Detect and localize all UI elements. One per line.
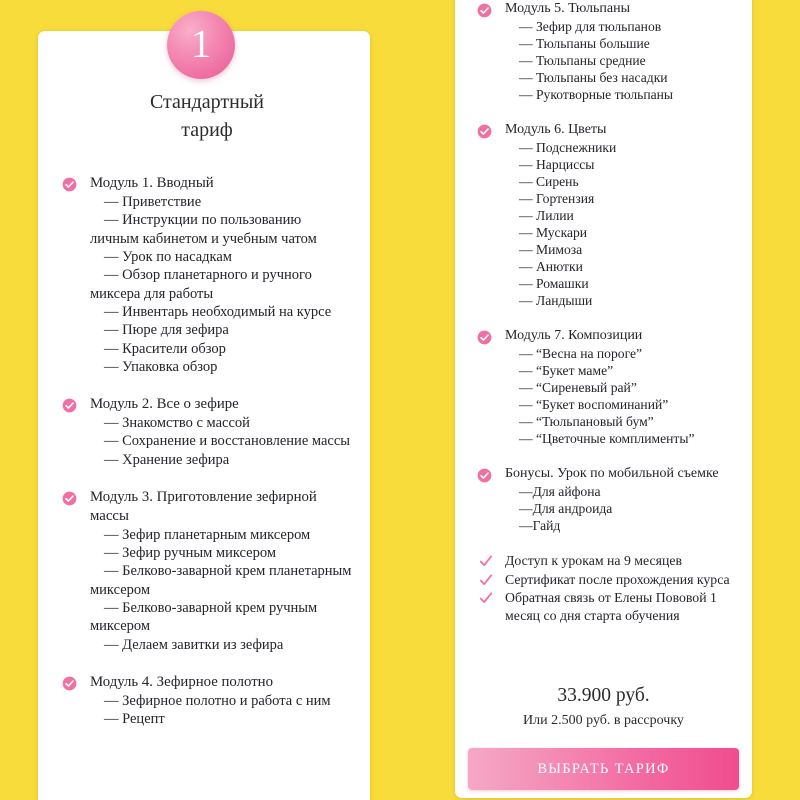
module-title: Модуль 1. Вводный (90, 175, 214, 192)
list-item: — Рукотворные тюльпаны (519, 86, 674, 102)
list-item: — Зефир ручным миксером (104, 544, 277, 561)
perk-item (477, 552, 738, 570)
list-item: — Мускари (519, 225, 588, 240)
list-item: — Упаковка обзор (104, 358, 218, 375)
list-item: — “Сиреневый рай” (519, 380, 637, 396)
check-circle-icon (477, 3, 492, 18)
check-circle-icon (477, 124, 492, 139)
checkmark-icon (479, 573, 493, 587)
price-main: 33.900 руб. (557, 685, 650, 707)
module-title: Модуль 5. Тюльпаны (505, 1, 631, 16)
list-item: — Белково-заварной крем ручным миксером (90, 599, 318, 635)
list-item: —Для андроида (519, 501, 613, 517)
list-item: —Гайд (519, 518, 561, 534)
list-item: — Урок по насадкам (104, 248, 232, 265)
list-item: — “Букет воспоминаний” (519, 397, 669, 413)
check-circle-icon (477, 468, 492, 483)
list-item: — Тюльпаны без насадки (519, 69, 668, 85)
perk-label: Доступ к урокам на 9 месяцев (505, 553, 682, 569)
list-item: — Зефир для тюльпанов (519, 18, 662, 34)
module-lesson-list (505, 139, 738, 309)
list-item: — “Цветочные комплименты” (519, 431, 695, 447)
module-lesson-list (90, 692, 352, 729)
list-item: — Анютки (519, 259, 583, 275)
module-lesson-list (505, 345, 738, 447)
checkmark-icon (479, 591, 493, 605)
module-lesson-list (90, 414, 352, 469)
list-item: — Тюльпаны средние (519, 52, 646, 68)
module-title: Модуль 2. Все о зефире (90, 396, 239, 413)
module-block (477, 121, 738, 309)
perk-label: Сертификат после прохождения курса (505, 571, 730, 587)
list-item: — Инструкции по пользованию личным кабинетом и учебным чатом (90, 212, 317, 247)
list-item: — Белково-заварной крем планетарным миксером (90, 563, 352, 598)
list-item: — Пюре для зефира (104, 322, 229, 339)
right-card-content (455, 0, 752, 624)
list-item: — Сохранение и восстановление массы (104, 433, 351, 450)
checkmark-icon (479, 554, 493, 568)
module-block (477, 465, 738, 534)
left-module-list (62, 174, 352, 728)
module-title: Модуль 7. Композиции (505, 328, 643, 344)
module-title: Модуль 3. Приготовление зефирной массы (90, 489, 317, 524)
list-item: — Зефир планетарным миксером (104, 526, 311, 543)
plan-number-label: 1 (191, 20, 211, 66)
check-circle-icon (62, 398, 77, 413)
module-lesson-list (505, 483, 738, 534)
module-title: Модуль 6. Цветы (505, 122, 607, 137)
module-block (62, 395, 352, 469)
price-installment: Или 2.500 руб. в рассрочку (523, 712, 684, 728)
module-block (62, 488, 352, 654)
page-title: Стандартный тариф (149, 91, 264, 141)
list-item: — Хранение зефира (104, 451, 230, 468)
list-item: — Сирень (519, 173, 579, 189)
plan-number-badge (167, 11, 235, 79)
list-item: — “Букет маме” (519, 363, 614, 379)
list-item: —Для айфона (519, 484, 601, 500)
list-item: — Лилии (519, 207, 574, 223)
check-circle-icon (62, 676, 77, 691)
list-item: — “Тюльпановый бум” (519, 414, 654, 430)
select-plan-button[interactable]: ВЫБРАТЬ ТАРИФ (468, 748, 739, 790)
module-lesson-list (90, 193, 352, 376)
standard-plan-card (38, 31, 370, 800)
perk-item (477, 571, 738, 589)
list-item: — Гортензия (519, 190, 595, 206)
list-item: — Рецепт (104, 710, 165, 727)
list-item: — Красители обзор (104, 340, 226, 357)
list-item: — Делаем завитки из зефира (104, 636, 284, 653)
module-block (477, 327, 738, 447)
list-item: — Ромашки (519, 276, 589, 292)
list-item: — Приветствие (104, 193, 202, 210)
plan-details-card (455, 0, 752, 798)
right-module-list (477, 0, 738, 534)
price-block (455, 683, 752, 730)
check-circle-icon (62, 177, 77, 192)
plan-perks-list (477, 552, 738, 624)
module-block (477, 0, 738, 103)
perk-label: Обратная связь от Елены Пововой 1 месяц со дня старта обучения (505, 590, 717, 623)
list-item: — Ландыши (519, 293, 593, 309)
perk-item (477, 589, 738, 624)
list-item: — Нарциссы (519, 156, 595, 172)
list-item: — Знакомство с массой (104, 415, 250, 432)
list-item: — Инвентарь необходимый на курсе (104, 303, 332, 320)
list-item: — Подснежники (519, 139, 617, 155)
module-title: Модуль 4. Зефирное полотно (90, 673, 273, 690)
list-item: — Мимоза (519, 242, 583, 258)
list-item: — “Весна на пороге” (519, 346, 643, 361)
left-card-content (38, 31, 370, 728)
list-item: — Зефирное полотно и работа с ним (104, 692, 331, 709)
check-circle-icon (477, 330, 492, 345)
list-item: — Обзор планетарного и ручного миксера для работы (90, 267, 312, 302)
check-circle-icon (62, 491, 77, 506)
module-block (62, 673, 352, 728)
list-item: — Тюльпаны большие (519, 35, 650, 51)
module-title: Бонусы. Урок по мобильной съемке (505, 466, 719, 482)
module-block (62, 174, 352, 376)
module-lesson-list (505, 18, 738, 103)
module-lesson-list (90, 526, 352, 654)
